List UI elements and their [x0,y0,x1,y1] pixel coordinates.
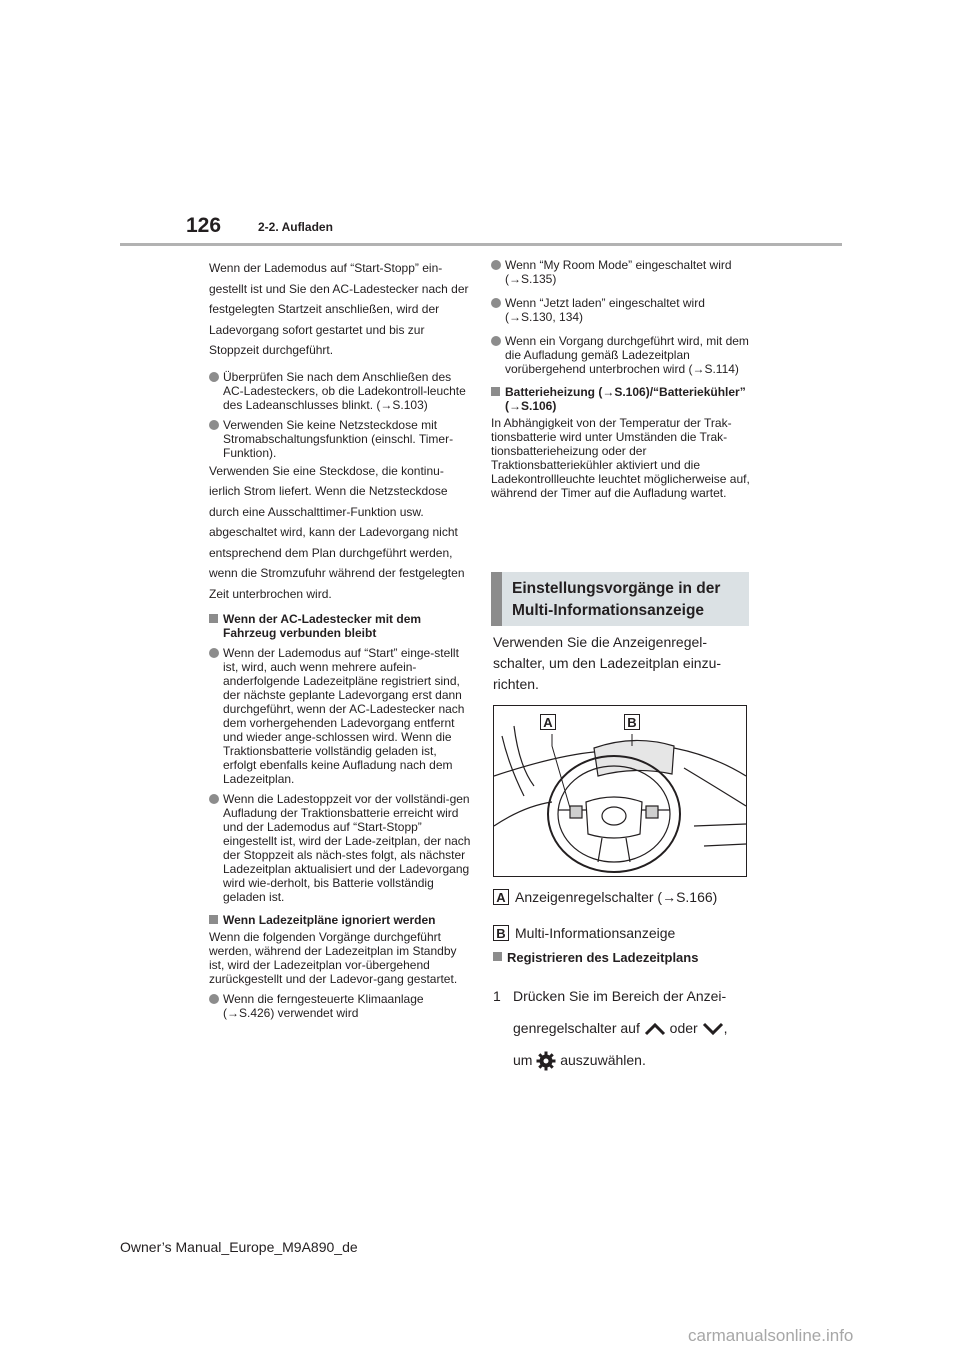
chevron-up-icon [644,1022,666,1036]
section-callout: Einstellungsvorgänge in der Multi-Informationsanzeige [491,572,749,626]
watermark: carmanualsonline.info [688,1326,854,1345]
body-paragraph: Wenn die folgenden Vorgänge durchgeführt werden, während der Ladezeitplan im Standby ist, wird der Ladezeitplan vor-übergehend zurückgestellt und der Ladevor-gang gestartet. [209,930,458,986]
bullet-item: Verwenden Sie keine Netzsteckdose mit Stromabschaltungsfunktion (einschl. Timer-Funktion). [209,418,471,460]
section-title: 2-2. Aufladen [258,220,333,234]
legend-item-b [493,925,675,941]
bullet-item: Wenn die ferngesteuerte Klimaanlage (→S.426) verwendet wird [209,992,471,1020]
legend-label-a: A [493,889,509,905]
bullet-item: Wenn der Lademodus auf “Start” einge-stellt ist, wird, auch wenn mehrere aufein-anderfolgende Ladezeitpläne registriert sind, der nächste geplante Ladevorgang erst dann durchgeführt, wenn der AC-Ladestecker nach dem vorhergehenden Ladevorgang entfernt und wieder ange-schlossen wird. Wenn die Traktionsbatterie vollständig geladen ist, erfolgt ebenfalls keine Aufladung nach dem Ladezeitplan. [209,646,471,786]
footer-text: Owner’s Manual_Europe_M9A890_de [120,1239,358,1255]
step-text: Drücken Sie im Bereich der Anzei-genregelschalter auf oder , um auszuwählen. [513,980,753,1076]
right-column [491,258,753,500]
figure-label-b: B [624,714,640,730]
step-end: auszuwählen. [560,1052,646,1068]
body-paragraph: In Abhängigkeit von der Temperatur der Trak-tionsbatterie wird unter Umständen die Trak-tionsbatterieheizung oder der Traktionsbatteriekühler aktiviert und die Ladekontrollleuchte leuchtet möglicherweise auf, während der Timer auf die Aufladung wartet. [491,416,750,500]
step-or: oder [669,1020,698,1036]
legend-text-b: Multi-Informationsanzeige [515,925,676,941]
legend-item-a [493,889,717,905]
bullet-item: Wenn ein Vorgang durchgeführt wird, mit dem die Aufladung gemäß Ladezeitplan vorübergehend unterbrochen wird (→S.114) [491,334,753,376]
step-item [493,986,753,1076]
chevron-down-icon [702,1022,724,1036]
intro-paragraph: Wenn der Lademodus auf “Start-Stopp” ein-gestellt ist und Sie den AC-Ladestecker nach der festgelegten Startzeit anschließen, wird der Ladevorgang sofort gestartet und bis zur Stoppzeit durchgeführt. [209,261,469,357]
dashboard-figure [493,705,747,877]
bullet-item: Überprüfen Sie nach dem Anschließen des AC-Ladesteckers, ob die Ladekontroll-leuchte des Ladeanschlusses blinkt. (→S.103) [209,370,471,412]
bullet-item: Wenn “Jetzt laden” eingeschaltet wird (→S.130, 134) [491,296,753,324]
figure-label-a: A [540,714,556,730]
legend-text-a: Anzeigenregelschalter (→S.166) [515,889,718,905]
subheading: Registrieren des Ladezeitplans [493,950,960,965]
subheading: Wenn Ladezeitpläne ignoriert werden [209,913,471,927]
legend-label-b: B [493,925,509,941]
left-column [209,258,471,1020]
step-um: um [513,1052,533,1068]
gear-icon [536,1051,556,1071]
subheading: Wenn der AC-Ladestecker mit dem Fahrzeug verbunden bleibt [209,612,471,640]
body-paragraph: Verwenden Sie eine Steckdose, die kontinu-ierlich Strom liefert. Wenn die Netzsteckdose durch eine Ausschalttimer-Funktion usw. abgeschaltet wird, kann der Ladevorgang nicht entsprechend dem Plan durchgeführt werden, wenn die Stromzufuhr während der festgelegten Zeit unterbrochen wird. [209,463,465,601]
step-text-part: Drücken Sie im Bereich der Anzei-genregelschalter auf [513,988,727,1036]
bullet-item: Wenn “My Room Mode” eingeschaltet wird (→S.135) [491,258,753,286]
bullet-item: Wenn die Ladestoppzeit vor der vollständi-gen Aufladung der Traktionsbatterie erreicht wird und der Lademodus auf “Start-Stopp” eingestellt ist, wird der Lade-zeitplan, der nach der Stoppzeit als näch-stes folgt, als nächster Ladezeitplan aktualisiert und der Ladevorgang wird wie-derholt, bis Batterie vollständig geladen ist. [209,792,471,904]
step-number: 1 [493,988,501,1004]
header-divider [120,243,842,246]
steering-wheel-illustration [494,706,746,876]
page-number: 126 [186,214,222,237]
subheading: Batterieheizung (→S.106)/“Batteriekühler” (→S.106) [491,385,753,413]
instruction-intro: Verwenden Sie die Anzeigenregel-schalter, um den Ladezeitplan einzu-richten. [493,634,722,692]
